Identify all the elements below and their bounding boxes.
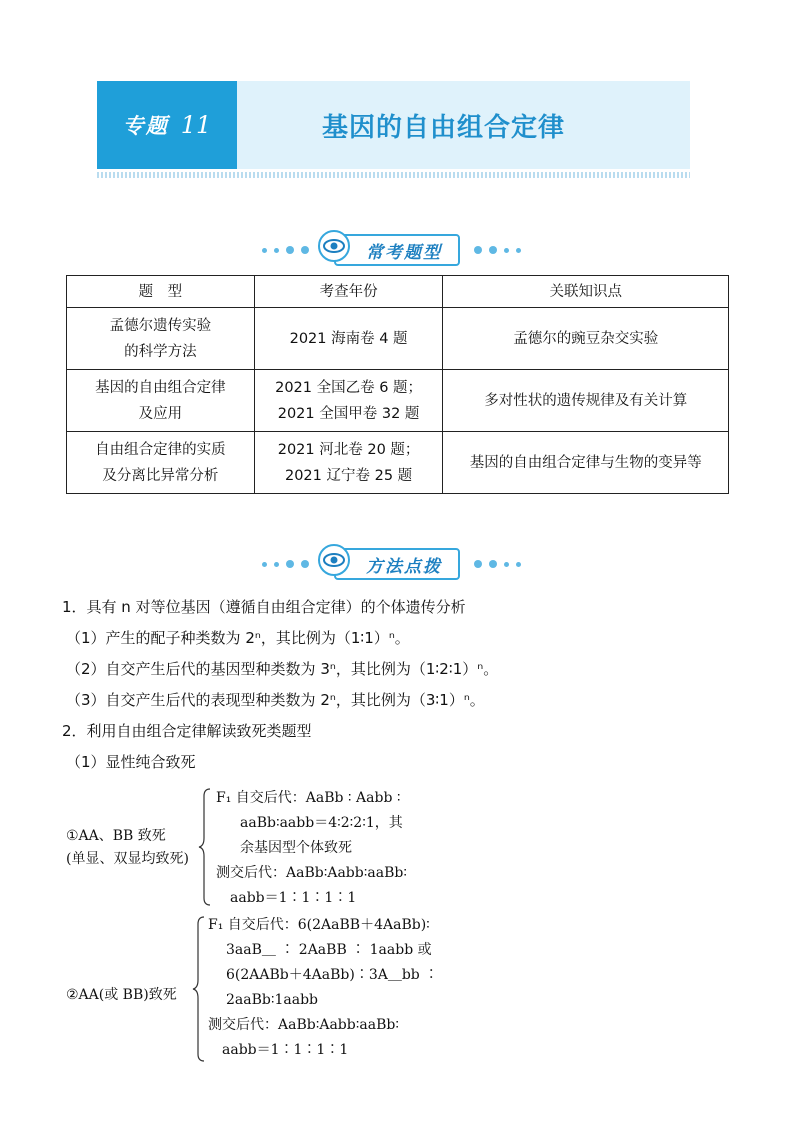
table-cell-year: 2021 全国乙卷 6 题； 2021 全国甲卷 32 题 xyxy=(254,370,443,432)
case2-line: 3aaB＿ ∶ 2AaBB ∶ 1aabb 或 xyxy=(226,942,432,958)
case2-line: 测交后代：AaBb∶Aabb∶aaBb∶ xyxy=(208,1017,399,1033)
method-point-1-2: （2）自交产生后代的基因型种类数为 3ⁿ，其比例为（1∶2∶1）ⁿ。 xyxy=(66,660,499,678)
topic-title-block xyxy=(237,81,690,169)
right-dots-decoration xyxy=(474,246,521,254)
left-dots-decoration xyxy=(262,560,309,568)
table-cell-knowledge: 多对性状的遗传规律及有关计算 xyxy=(443,370,729,432)
section-title: 方法点拨 xyxy=(366,556,442,577)
section-label-box xyxy=(334,548,460,580)
table-header-year: 考查年份 xyxy=(254,276,443,308)
method-point-1-3: （3）自交产生后代的表现型种类数为 2ⁿ，其比例为（3∶1）ⁿ。 xyxy=(66,691,485,709)
banner-divider xyxy=(97,172,690,178)
case1-line: 测交后代：AaBb∶Aabb∶aaBb∶ xyxy=(216,865,407,881)
method-point-2: 2．利用自由组合定律解读致死类题型 xyxy=(62,722,312,740)
table-cell-year: 2021 海南卷 4 题 xyxy=(254,308,443,370)
table-header-knowledge: 关联知识点 xyxy=(443,276,729,308)
brace-icon xyxy=(192,916,206,1062)
table-cell-type: 基因的自由组合定律 及应用 xyxy=(67,370,255,432)
table-cell-year: 2021 河北卷 20 题； 2021 辽宁卷 25 题 xyxy=(254,432,443,494)
eye-icon xyxy=(318,230,350,262)
case1-line: aaBb∶aabb＝4∶2∶2∶1，其 xyxy=(240,815,403,831)
topic-banner xyxy=(97,81,690,169)
table-row xyxy=(67,370,729,432)
method-point-1-1: （1）产生的配子种类数为 2ⁿ，其比例为（1∶1）ⁿ。 xyxy=(66,629,410,647)
page-title: 基因的自由组合定律 xyxy=(321,112,565,143)
table-cell-type: 自由组合定律的实质 及分离比异常分析 xyxy=(67,432,255,494)
method-point-1: 1．具有 n 对等位基因（遵循自由组合定律）的个体遗传分析 xyxy=(62,598,466,616)
table-row xyxy=(67,432,729,494)
table-cell-type: 孟德尔遗传实验 的科学方法 xyxy=(67,308,255,370)
case2-label: ②AA(或 BB)致死 xyxy=(66,987,177,1003)
case2-line: F₁ 自交后代：6(2AaBB＋4AaBb)∶ xyxy=(208,917,430,933)
table-cell-knowledge: 孟德尔的豌豆杂交实验 xyxy=(443,308,729,370)
case2-line: aabb＝1∶1∶1∶1 xyxy=(222,1042,349,1058)
eye-icon xyxy=(318,544,350,576)
case1-line: aabb＝1∶1∶1∶1 xyxy=(230,890,357,906)
section-header-common xyxy=(0,226,794,272)
topic-number: 11 xyxy=(180,111,212,139)
topic-number-block xyxy=(97,81,237,169)
section-header-method xyxy=(0,540,794,586)
right-dots-decoration xyxy=(474,560,521,568)
case2-line: 6(2AABb＋4AaBb)∶3A＿bb ∶ xyxy=(226,967,439,983)
table-header-type: 题 型 xyxy=(67,276,255,308)
exam-type-table xyxy=(66,275,729,494)
case2-line: 2aaBb∶1aabb xyxy=(226,992,319,1008)
case1-line: F₁ 自交后代：AaBb ∶ Aabb ∶ xyxy=(216,790,401,806)
section-label-box xyxy=(334,234,460,266)
method-point-2-1: （1）显性纯合致死 xyxy=(66,753,196,771)
table-row xyxy=(67,308,729,370)
case1-line: 余基因型个体致死 xyxy=(240,840,352,856)
left-dots-decoration xyxy=(262,246,309,254)
topic-label: 专题 xyxy=(122,113,169,138)
table-cell-knowledge: 基因的自由组合定律与生物的变异等 xyxy=(443,432,729,494)
brace-icon xyxy=(198,788,212,906)
table-header-row xyxy=(67,276,729,308)
section-title: 常考题型 xyxy=(366,242,442,263)
case1-label: ①AA、BB 致死 xyxy=(66,828,166,844)
case1-sublabel: (单显、双显均致死) xyxy=(66,851,189,867)
